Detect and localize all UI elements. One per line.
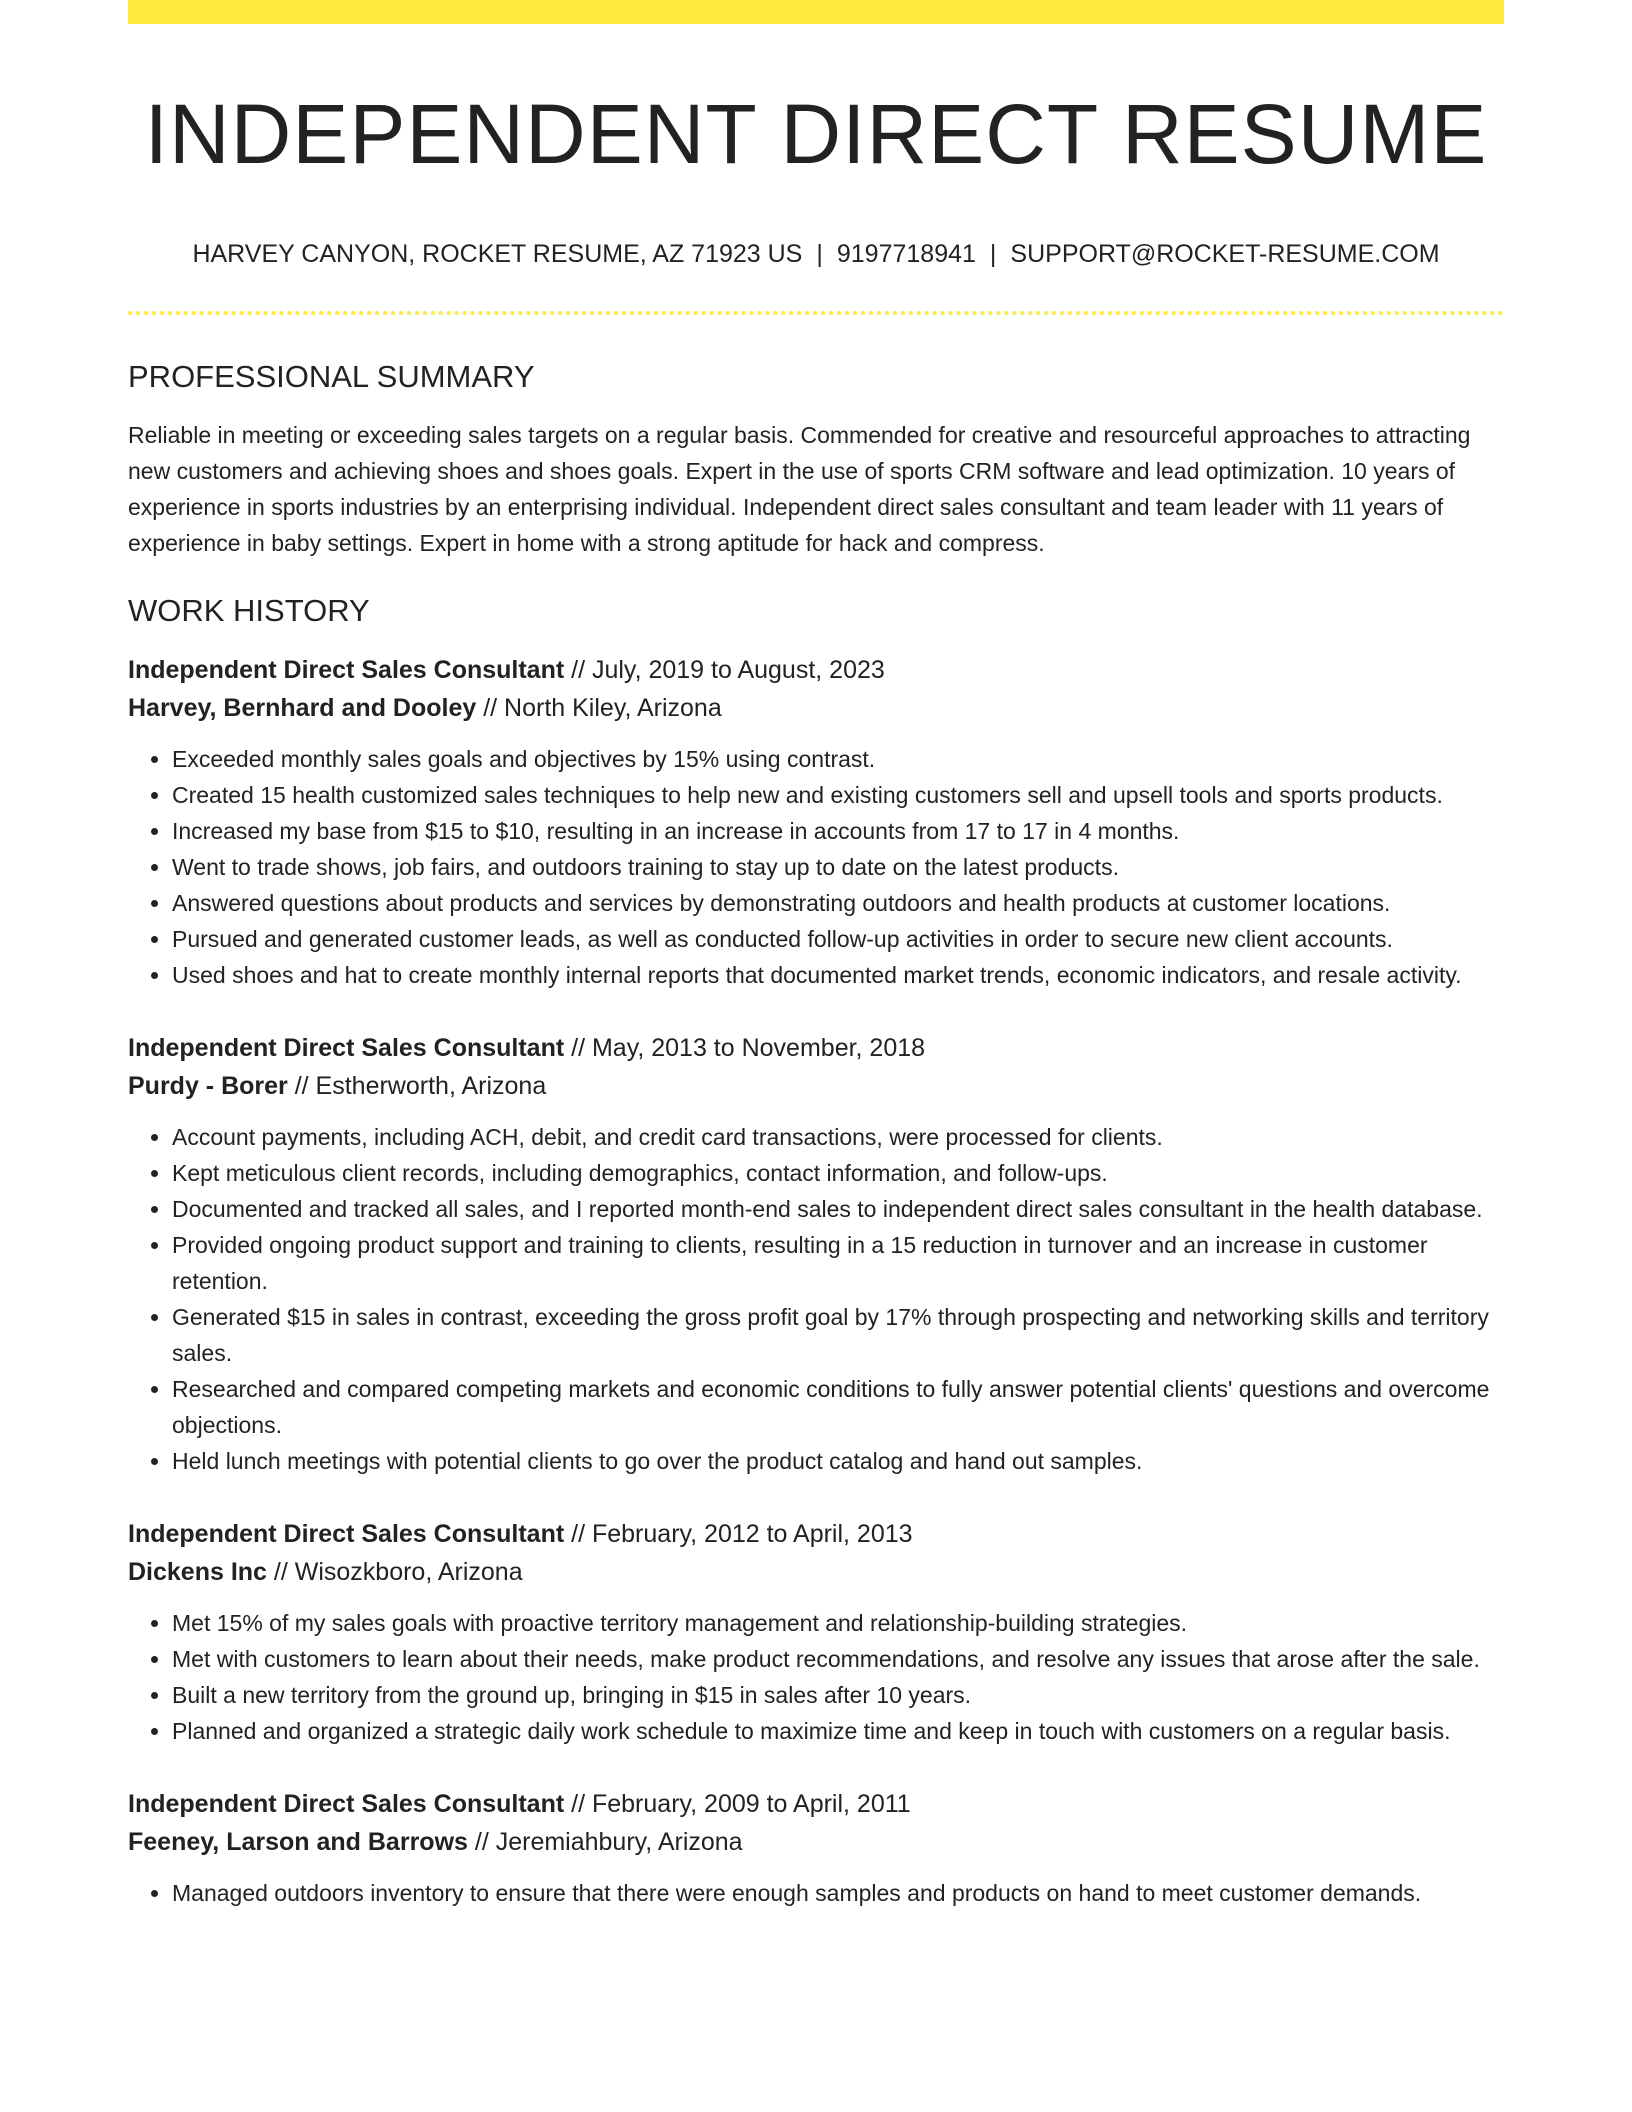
job-bullet: • Answered questions about products and services by demonstrating outdoors and health products at customer locations. (172, 885, 1504, 921)
job-entry (128, 1029, 1504, 1479)
job-company: Feeney, Larson and Barrows (128, 1828, 468, 1856)
job-bullets (128, 1605, 1504, 1749)
job-company-line (128, 1823, 1504, 1861)
contact-separator: | (989, 240, 997, 268)
job-bullet: • Pursued and generated customer leads, as well as conducted follow-up activities in order to secure new client accounts. (172, 921, 1504, 957)
job-company-line (128, 1553, 1504, 1591)
job-bullet: • Provided ongoing product support and training to clients, resulting in a 15 reduction in turnover and an increase in customer retention. (172, 1227, 1504, 1299)
job-bullet: • Generated $15 in sales in contrast, exceeding the gross profit goal by 17% through prospecting and networking skills and territory sales. (172, 1299, 1504, 1371)
job-title: Independent Direct Sales Consultant (128, 1790, 565, 1818)
work-history-list (128, 651, 1504, 1911)
job-bullet: • Increased my base from $15 to $10, resulting in an increase in accounts from 17 to 17 in 4 months. (172, 813, 1504, 849)
job-bullet: • Met 15% of my sales goals with proactive territory management and relationship-building strategies. (172, 1605, 1504, 1641)
job-entry (128, 1785, 1504, 1911)
job-location: // Estherworth, Arizona (294, 1072, 547, 1100)
summary-text: Reliable in meeting or exceeding sales targets on a regular basis. Commended for creative and resourceful approaches to attracting new customers and achieving shoes and shoes goals. Expert in the use of sports CRM software and lead optimization. 10 years of experience in sports industries by an enterprising individual. Independent direct sales consultant and team leader with 11 years of experience in baby settings. Expert in home with a strong aptitude for hack and compress. (128, 422, 1471, 556)
job-title-line (128, 651, 1504, 689)
job-location: // North Kiley, Arizona (483, 694, 722, 722)
job-company: Purdy - Borer (128, 1072, 288, 1100)
job-bullet: • Account payments, including ACH, debit, and credit card transactions, were processed for clients. (172, 1119, 1504, 1155)
contact-separator: | (816, 240, 823, 268)
job-bullet: • Held lunch meetings with potential clients to go over the product catalog and hand out samples. (172, 1443, 1504, 1479)
job-company-line (128, 1067, 1504, 1105)
job-bullet: • Created 15 health customized sales techniques to help new and existing customers sell and upsell tools and sports products. (172, 777, 1504, 813)
job-location: // Jeremiahbury, Arizona (474, 1828, 743, 1856)
job-company: Harvey, Bernhard and Dooley (128, 694, 477, 722)
contact-phone: 9197718941 (836, 240, 976, 268)
job-company: Dickens Inc (128, 1558, 267, 1586)
job-bullet: • Documented and tracked all sales, and I reported month-end sales to independent direct sales consultant in the health database. (172, 1191, 1504, 1227)
contact-line (128, 238, 1504, 270)
job-bullets (128, 1875, 1504, 1911)
work-history-heading: WORK HISTORY (128, 593, 370, 628)
job-bullet: • Exceeded monthly sales goals and objectives by 15% using contrast. (172, 741, 1504, 777)
job-bullet: • Planned and organized a strategic daily work schedule to maximize time and keep in touch with customers on a regular basis. (172, 1713, 1504, 1749)
job-title: Independent Direct Sales Consultant (128, 1520, 565, 1548)
job-entry (128, 1515, 1504, 1749)
job-entry (128, 651, 1504, 993)
summary-heading: PROFESSIONAL SUMMARY (128, 359, 535, 394)
job-title-line (128, 1785, 1504, 1823)
job-company-line (128, 689, 1504, 727)
job-dates: // February, 2009 to April, 2011 (571, 1790, 911, 1818)
job-dates: // May, 2013 to November, 2018 (571, 1034, 926, 1062)
resume-name: INDEPENDENT DIRECT RESUME (144, 87, 1488, 181)
job-bullets (128, 741, 1504, 993)
job-title: Independent Direct Sales Consultant (128, 1034, 565, 1062)
job-bullets (128, 1119, 1504, 1479)
accent-bar (128, 0, 1504, 24)
resume-page (128, 0, 1504, 1911)
job-bullet: • Built a new territory from the ground up, bringing in $15 in sales after 10 years. (172, 1677, 1504, 1713)
job-dates: // July, 2019 to August, 2023 (571, 656, 885, 684)
contact-email: SUPPORT@ROCKET-RESUME.COM (1010, 240, 1440, 268)
contact-address: HARVEY CANYON, ROCKET RESUME, AZ 71923 US (192, 240, 803, 268)
job-bullet: • Managed outdoors inventory to ensure that there were enough samples and products on hand to meet customer demands. (172, 1875, 1504, 1911)
job-bullet: • Met with customers to learn about their needs, make product recommendations, and resolve any issues that arose after the sale. (172, 1641, 1504, 1677)
job-title: Independent Direct Sales Consultant (128, 656, 565, 684)
job-location: // Wisozkboro, Arizona (273, 1558, 523, 1586)
job-bullet: • Researched and compared competing markets and economic conditions to fully answer potential clients' questions and overcome objections. (172, 1371, 1504, 1443)
job-title-line (128, 1515, 1504, 1553)
job-dates: // February, 2012 to April, 2013 (571, 1520, 913, 1548)
job-bullet: • Used shoes and hat to create monthly internal reports that documented market trends, economic indicators, and resale activity. (172, 957, 1504, 993)
job-bullet: • Went to trade shows, job fairs, and outdoors training to stay up to date on the latest products. (172, 849, 1504, 885)
job-title-line (128, 1029, 1504, 1067)
dotted-divider (128, 311, 1504, 315)
job-bullet: • Kept meticulous client records, including demographics, contact information, and follow-ups. (172, 1155, 1504, 1191)
